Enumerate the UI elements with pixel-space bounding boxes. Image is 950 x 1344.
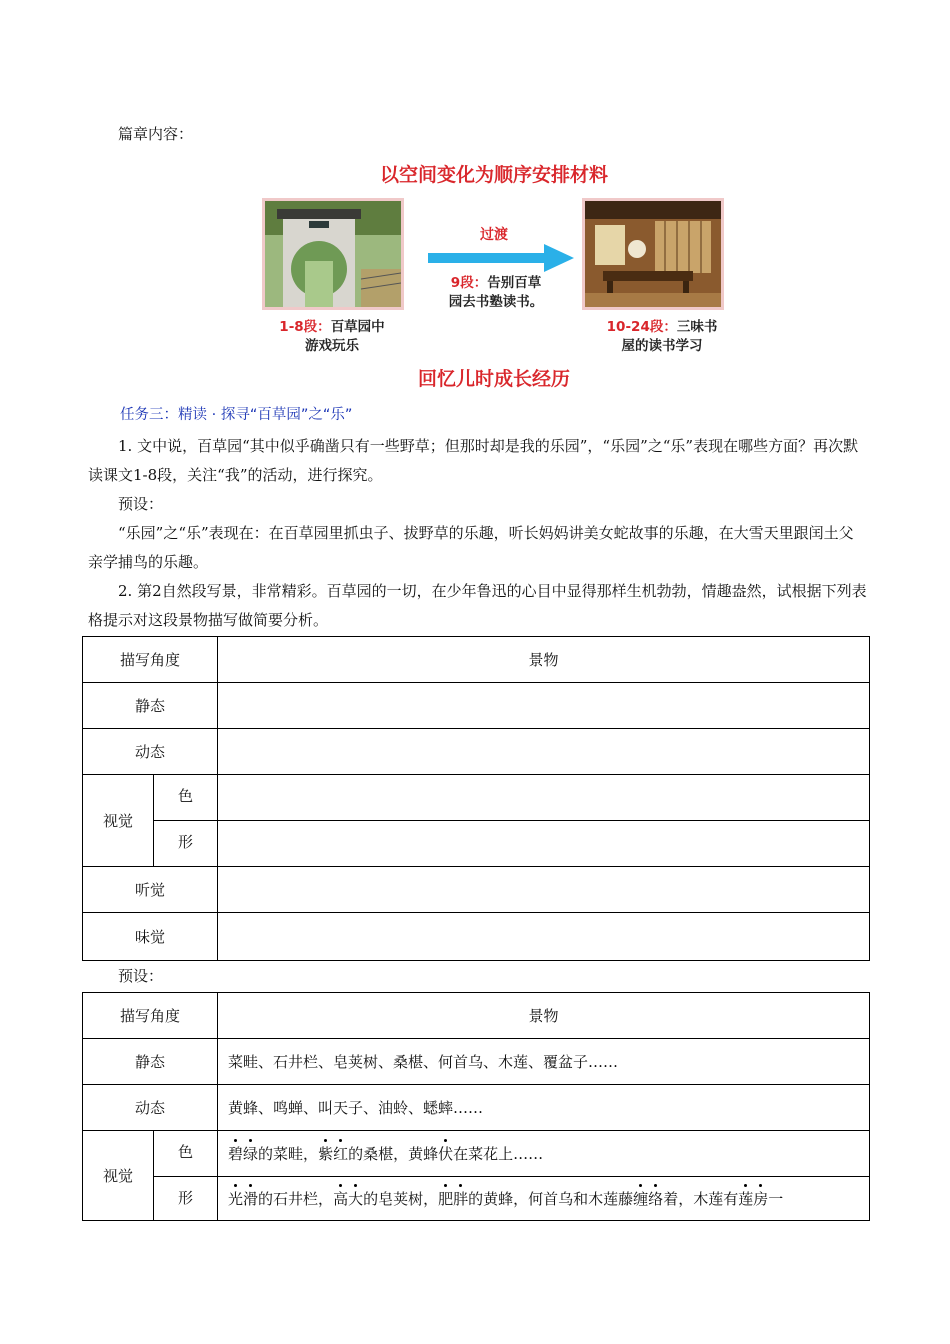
- cell-static[interactable]: [218, 683, 870, 729]
- emphasized-word: [438, 1190, 468, 1208]
- middle-caption: 9段：告别百草 园去书塾读书。: [448, 275, 544, 310]
- figure-title: 以空间变化为顺序安排材料: [379, 164, 608, 186]
- cell-color: 碧绿的菜畦，紫红的桑椹，黄蜂伏在菜花上……: [218, 1131, 870, 1177]
- left-caption: 1-8段：百草园中 游戏玩乐: [279, 319, 385, 354]
- emphasis-dot-char: 高: [333, 1190, 349, 1208]
- cell-color[interactable]: [218, 775, 870, 821]
- cell-shape: 光滑的石井栏，高大的皂荚树，肥胖的黄蜂，何首乌和木莲藤缠络着，木莲有莲房一: [218, 1177, 870, 1221]
- emphasis-dot-char: 缠: [633, 1190, 649, 1208]
- emphasis-dot-char: 碧: [228, 1145, 244, 1163]
- emphasis-dot-char: 滑: [243, 1190, 259, 1208]
- emphasized-word: [438, 1145, 453, 1163]
- row-shape: 形: [154, 1177, 218, 1221]
- header-angle: 描写角度: [83, 637, 218, 683]
- figure-bottom-title: 回忆儿时成长经历: [417, 368, 570, 390]
- chapter-label: 篇章内容：: [118, 125, 194, 143]
- row-visual: 视觉: [83, 775, 154, 867]
- question-1: 1. 文中说，百草园“其中似乎确凿只有一些野草；但那时却是我的乐园”，“乐园”之“乐”表现在哪些方面？再次默读课文1-8段，关注“我”的活动，进行探究。: [88, 437, 859, 484]
- row-static: 静态: [83, 683, 218, 729]
- row-color: 色: [154, 1131, 218, 1177]
- emphasis-dot-char: 绿: [243, 1145, 259, 1163]
- transition-arrow-icon: [428, 244, 574, 272]
- emphasized-word: [318, 1145, 348, 1163]
- garden-gate-photo: [262, 198, 404, 310]
- study-room-photo: [582, 198, 724, 310]
- preset-label-1: 预设：: [118, 495, 164, 513]
- row-dynamic: 动态: [83, 729, 218, 775]
- cell-static: 菜畦、石井栏、皂荚树、桑椹、何首乌、木莲、覆盆子……: [218, 1039, 870, 1085]
- emphasis-dot-char: 伏: [438, 1145, 454, 1163]
- structure-figure: [252, 152, 736, 392]
- row-visual: 视觉: [83, 1131, 154, 1221]
- answer-1: “乐园”之“乐”表现在：在百草园里抓虫子、拔野草的乐趣，听长妈妈讲美女蛇故事的乐趣，在大雪天里跟闰土父亲学捕鸟的乐趣。: [88, 524, 854, 571]
- emphasized-word: [228, 1145, 258, 1163]
- task-title: 任务三：精读 · 探寻“百草园”之“乐”: [120, 407, 353, 423]
- analysis-table-blank: [82, 636, 870, 961]
- emphasized-word: [228, 1190, 258, 1208]
- emphasis-dot-char: 大: [348, 1190, 364, 1208]
- emphasized-word: [738, 1190, 768, 1208]
- header-scene: 景物: [218, 637, 870, 683]
- emphasis-dot-char: 胖: [453, 1190, 469, 1208]
- row-hearing: 听觉: [83, 867, 218, 913]
- emphasis-dot-char: 莲: [738, 1190, 754, 1208]
- header-angle: 描写角度: [83, 993, 218, 1039]
- cell-hearing[interactable]: [218, 867, 870, 913]
- question-2: 2. 第2自然段写景，非常精彩。百草园的一切，在少年鲁迅的心目中显得那样生机勃勃，情趣盎然，试根据下列表格提示对这段景物描写做简要分析。: [88, 582, 867, 629]
- cell-shape[interactable]: [218, 821, 870, 867]
- row-static: 静态: [83, 1039, 218, 1085]
- emphasis-dot-char: 房: [753, 1190, 769, 1208]
- header-scene: 景物: [218, 993, 870, 1039]
- preset-label-2: 预设：: [118, 967, 164, 985]
- emphasis-dot-char: 紫: [318, 1145, 334, 1163]
- row-color: 色: [154, 775, 218, 821]
- analysis-table-answer: [82, 992, 870, 1221]
- emphasized-word: [333, 1190, 363, 1208]
- cell-taste[interactable]: [218, 913, 870, 961]
- emphasis-dot-char: 红: [333, 1145, 349, 1163]
- emphasis-dot-char: 光: [228, 1190, 244, 1208]
- row-taste: 味觉: [83, 913, 218, 961]
- row-shape: 形: [154, 821, 218, 867]
- right-caption: 10-24段：三味书 屋的读书学习: [606, 319, 718, 354]
- cell-dynamic: 黄蜂、鸣蝉、叫天子、油蛉、蟋蟀……: [218, 1085, 870, 1131]
- row-dynamic: 动态: [83, 1085, 218, 1131]
- emphasis-dot-char: 络: [648, 1190, 664, 1208]
- emphasized-word: [633, 1190, 663, 1208]
- transition-label: 过渡: [480, 227, 508, 243]
- emphasis-dot-char: 肥: [438, 1190, 454, 1208]
- cell-dynamic[interactable]: [218, 729, 870, 775]
